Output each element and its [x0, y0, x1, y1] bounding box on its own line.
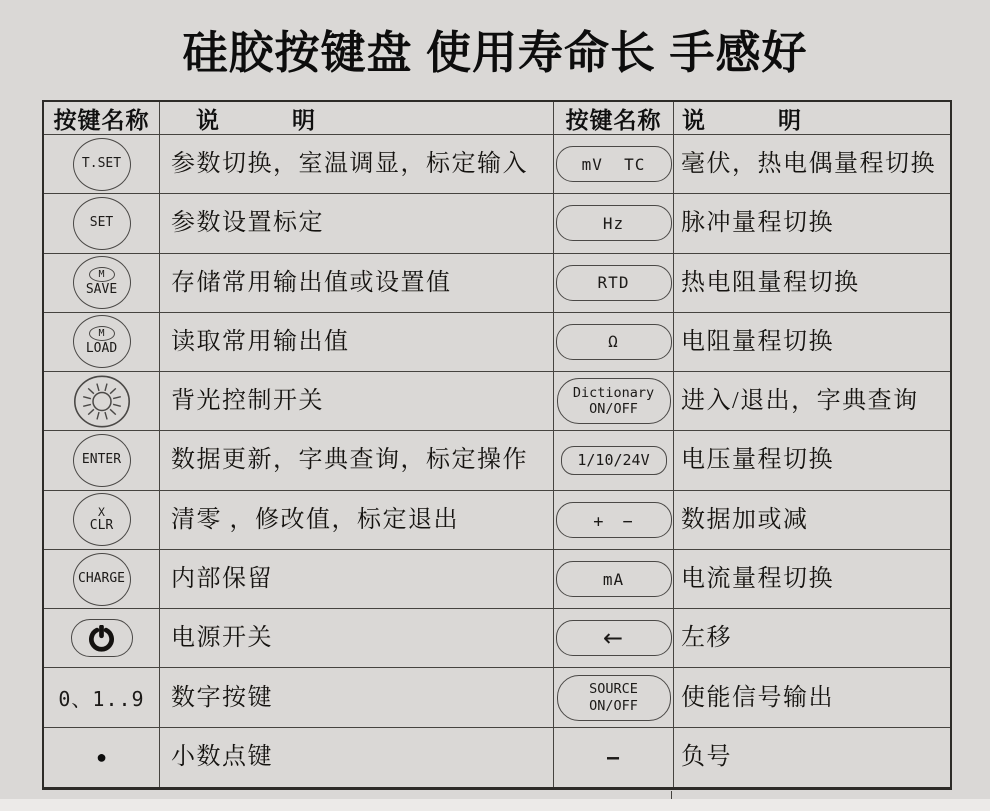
- mv-tc-key-label: mV TC: [581, 154, 646, 174]
- mv-tc-button: [556, 146, 672, 182]
- x-clr-key-label: CLR: [89, 517, 114, 533]
- description-cell: [160, 135, 554, 194]
- plus-minus-button: [556, 502, 672, 538]
- ma-button: [556, 561, 672, 597]
- description-text: 使能信号输出: [681, 684, 834, 711]
- power-icon: [88, 625, 115, 652]
- description-cell: [160, 313, 554, 372]
- button-cell: [44, 728, 160, 787]
- description-cell: [674, 194, 950, 253]
- description-cell: [674, 372, 950, 431]
- decimal-point-key-label: ●: [96, 746, 107, 767]
- ohm-key-label: Ω: [608, 332, 619, 352]
- button-cell: [44, 135, 160, 194]
- backlight-sun-icon: [73, 375, 131, 428]
- m-save-button: [73, 256, 131, 309]
- button-cell: [44, 254, 160, 313]
- dictionary-on-off-key-label: ON/OFF: [589, 401, 638, 418]
- button-cell: [554, 668, 674, 727]
- description-text: 电源开关: [171, 625, 273, 652]
- m-load-button: [73, 315, 131, 368]
- header-cell: 按键名称: [44, 102, 160, 135]
- description-cell: [674, 668, 950, 727]
- m-load-m-label: M: [98, 328, 105, 340]
- dictionary-on-off-button: [557, 378, 671, 424]
- description-cell: [674, 135, 950, 194]
- description-text: 左移: [681, 625, 732, 652]
- keypad-description-table: [42, 100, 952, 790]
- description-text: 数字按键: [171, 684, 273, 711]
- description-cell: [160, 372, 554, 431]
- rtd-button: [556, 265, 672, 301]
- m-save-m-label: M: [98, 269, 105, 281]
- backlight-button: [73, 375, 131, 428]
- description-text: 读取常用输出值: [171, 328, 350, 355]
- button-cell: [554, 491, 674, 550]
- rtd-key-label: RTD: [597, 273, 630, 293]
- description-cell: [160, 550, 554, 609]
- minus-sign-key-label: —: [606, 745, 621, 770]
- plus-minus-key-label: + −: [593, 512, 634, 533]
- description-cell: [674, 728, 950, 787]
- hz-button: [556, 205, 672, 241]
- source-on-off-key-label: SOURCE: [589, 681, 638, 698]
- description-text: 毫伏，热电偶量程切换: [681, 151, 936, 178]
- description-text: 参数设置标定: [171, 210, 324, 237]
- description-text: 参数切换，室温调显，标定输入: [171, 151, 528, 178]
- hz-key-label: Hz: [602, 213, 625, 233]
- enter-key-label: ENTER: [81, 452, 122, 468]
- button-cell: [44, 609, 160, 668]
- memory-badge: [89, 326, 115, 341]
- memory-badge: [89, 267, 115, 282]
- set-button: [73, 197, 131, 250]
- description-cell: [160, 254, 554, 313]
- description-text: 数据加或减: [681, 506, 809, 533]
- description-text: 进入/退出，字典查询: [681, 388, 919, 415]
- source-on-off-button: [557, 675, 671, 721]
- table-line-artifact: [671, 791, 672, 799]
- description-text: 内部保留: [171, 566, 273, 593]
- button-cell: [554, 135, 674, 194]
- description-cell: [674, 609, 950, 668]
- description-text: 电阻量程切换: [681, 328, 834, 355]
- enter-button: [73, 434, 131, 487]
- ma-key-label: mA: [602, 569, 625, 589]
- voltage-range-button: [561, 446, 667, 475]
- description-cell: [160, 431, 554, 490]
- left-arrow-button: [556, 620, 672, 656]
- source-on-off-key-label: ON/OFF: [589, 697, 638, 714]
- button-cell: [554, 194, 674, 253]
- description-cell: [160, 728, 554, 787]
- button-cell: [554, 550, 674, 609]
- description-cell: [160, 668, 554, 727]
- x-clr-button: [73, 493, 131, 546]
- button-cell: [554, 313, 674, 372]
- set-key-label: SET: [89, 214, 114, 230]
- button-cell: [44, 431, 160, 490]
- button-cell: [44, 372, 160, 431]
- description-cell: [160, 609, 554, 668]
- digits-key-label: 0、1..9: [58, 687, 145, 712]
- description-text: 清零 ，修改值，标定退出: [171, 506, 459, 533]
- description-text: 存储常用输出值或设置值: [171, 269, 452, 296]
- description-text: 小数点键: [171, 744, 273, 771]
- description-text: 负号: [681, 744, 732, 771]
- button-cell: [554, 728, 674, 787]
- description-text: 热电阻量程切换: [681, 269, 860, 296]
- ohm-button: [556, 324, 672, 360]
- left-arrow-key-label: ←: [602, 624, 625, 653]
- description-text: 电流量程切换: [681, 566, 834, 593]
- description-cell: [674, 431, 950, 490]
- description-text: 背光控制开关: [171, 388, 324, 415]
- page-title: 硅胶按键盘 使用寿命长 手感好: [182, 27, 808, 78]
- button-cell: [44, 313, 160, 372]
- dictionary-on-off-key-label: Dictionary: [572, 385, 655, 402]
- button-cell: [554, 431, 674, 490]
- description-text: 电压量程切换: [681, 447, 834, 474]
- charge-key-label: CHARGE: [78, 570, 125, 586]
- t-set-key-label: T.SET: [81, 155, 122, 171]
- description-text: 脉冲量程切换: [681, 210, 834, 237]
- button-cell: [44, 550, 160, 609]
- header-cell: 说 明: [674, 102, 950, 135]
- button-cell: [554, 254, 674, 313]
- description-cell: [160, 194, 554, 253]
- description-cell: [674, 491, 950, 550]
- m-load-key-label: LOAD: [85, 341, 118, 357]
- description-cell: [674, 550, 950, 609]
- button-cell: [44, 491, 160, 550]
- description-cell: [674, 313, 950, 372]
- button-cell: [554, 372, 674, 431]
- m-save-key-label: SAVE: [85, 282, 118, 298]
- x-clr-top-label: X: [98, 504, 105, 519]
- charge-button: [73, 553, 131, 606]
- description-text: 数据更新，字典查询，标定操作: [171, 447, 528, 474]
- button-cell: [554, 609, 674, 668]
- button-cell: [44, 194, 160, 253]
- description-cell: [674, 254, 950, 313]
- description-cell: [160, 491, 554, 550]
- voltage-range-key-label: 1/10/24V: [577, 451, 650, 470]
- bottom-strip: [0, 799, 990, 811]
- header-cell: 说 明: [160, 102, 554, 135]
- t-set-button: [73, 138, 131, 191]
- header-cell: 按键名称: [554, 102, 674, 135]
- button-cell: [44, 668, 160, 727]
- power-button: [71, 619, 133, 657]
